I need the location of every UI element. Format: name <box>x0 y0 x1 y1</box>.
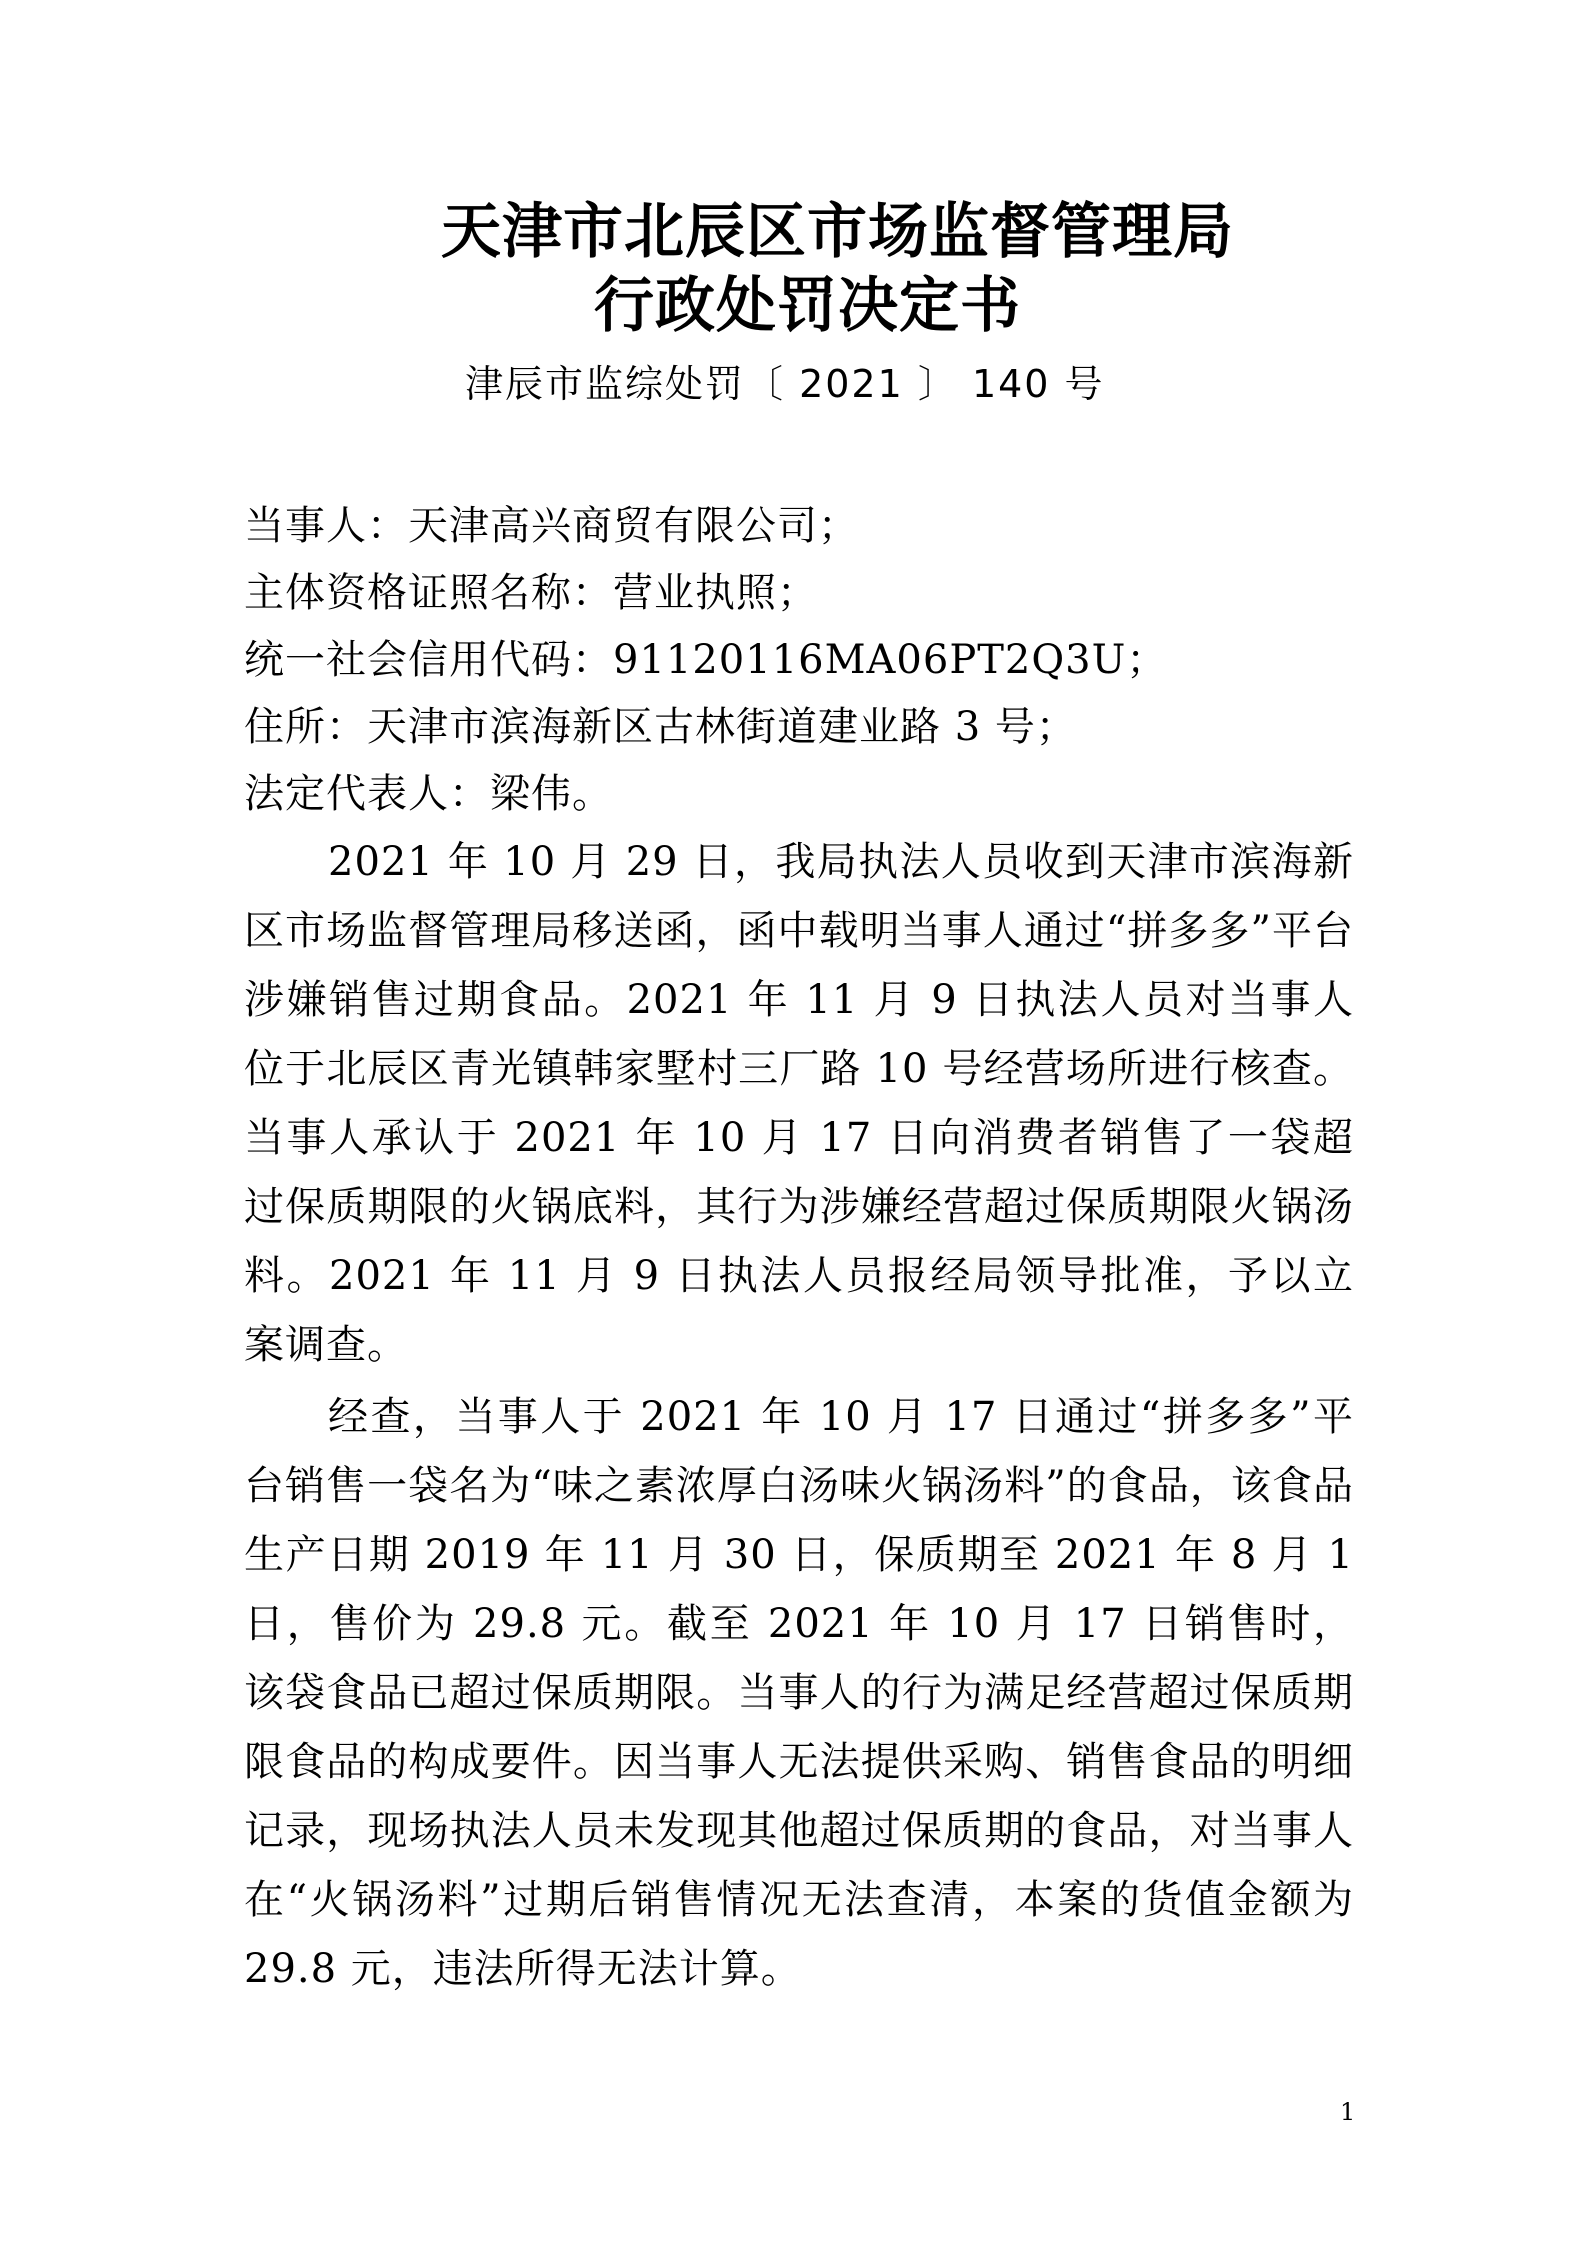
document-title-type: 行政处罚决定书 <box>594 271 1021 341</box>
license-type-line: 主体资格证照名称：营业执照； <box>244 570 818 616</box>
document-body <box>244 493 1354 2007</box>
legal-representative-line: 法定代表人：梁伟。 <box>244 771 613 817</box>
party-name-line: 当事人：天津高兴商贸有限公司； <box>244 503 859 549</box>
document-number: 津辰市监综处罚〔 2021 〕 140 号 <box>465 362 1105 406</box>
investigation-findings-paragraph: 经查，当事人于 2021 年 10 月 17 日通过“拼多多”平台销售一袋名为“味之素浓厚白汤味火锅汤料”的食品，该食品生产日期 2019 年 11 月 30 日，保质期至 2021 年 8 月 1 日，售价为 29.8 元。截至 2021 年 10 月 17 日销售时，该袋食品已超过保质期限。当事人的行为满足经营超过保质期限食品的构成要件。因当事人无法提供采购、销售食品的明细记录，现场执法人员未发现其他超过保质期的食品，对当事人在“火锅汤料”过期后销售情况无法查清，本案的货值金额为 29.8 元，违法所得无法计算。 <box>244 1394 1354 1992</box>
credit-code-line: 统一社会信用代码：91120116MA06PT2Q3U； <box>244 637 1168 683</box>
case-origin-paragraph: 2021 年 10 月 29 日，我局执法人员收到天津市滨海新区市场监督管理局移送函，函中载明当事人通过“拼多多”平台涉嫌销售过期食品。2021 年 11 月 9 日执法人员对当事人位于北辰区青光镇韩家墅村三厂路 10 号经营场所进行核查。当事人承认于 2021 年 10 月 17 日向消费者销售了一袋超过保质期限的火锅底料，其行为涉嫌经营超过保质期限火锅汤料。2021 年 11 月 9 日执法人员报经局领导批准，予以立案调查。 <box>244 839 1354 1368</box>
address-line: 住所：天津市滨海新区古林街道建业路 3 号； <box>244 704 1077 750</box>
page-number: 1 <box>1340 2098 1356 2126</box>
document-title-agency: 天津市北辰区市场监督管理局 <box>441 197 1234 267</box>
